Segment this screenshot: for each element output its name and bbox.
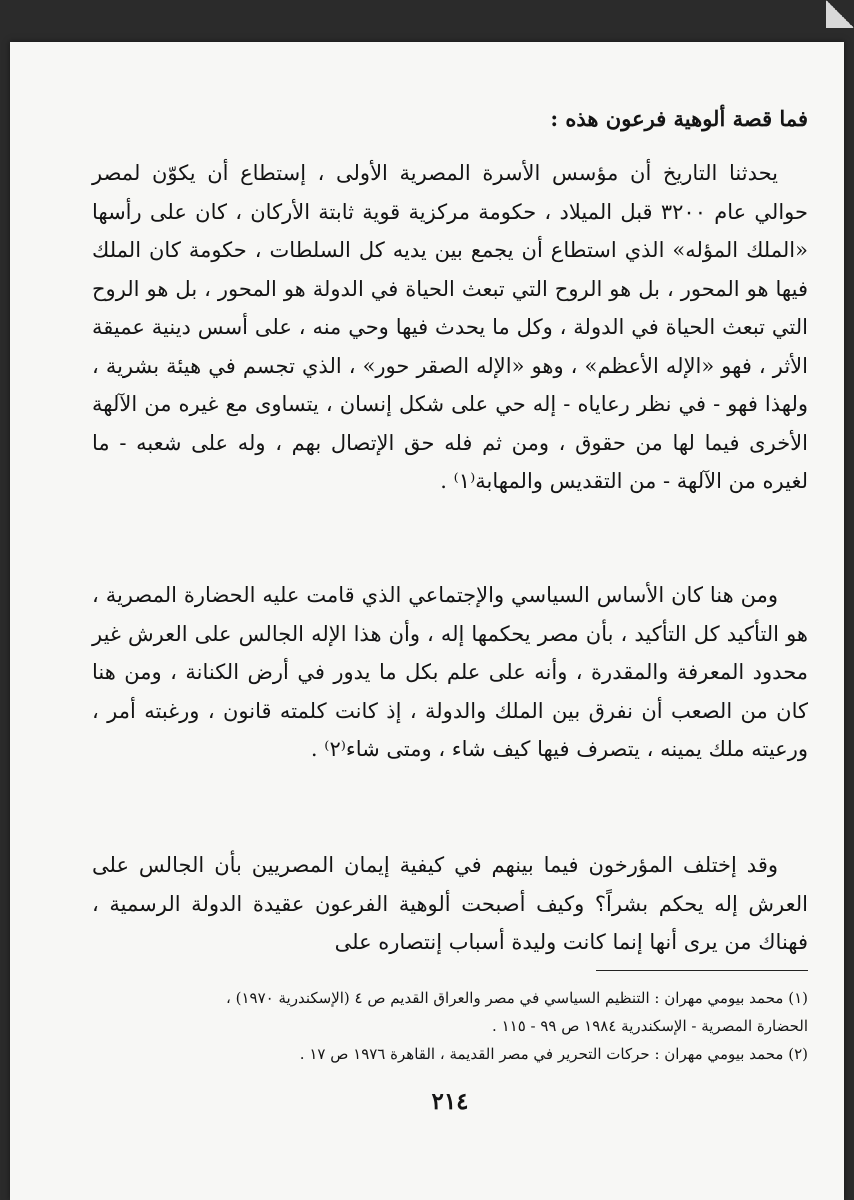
- page-number: ٢١٤: [431, 1088, 469, 1115]
- paragraph-3-text: وقد إختلف المؤرخون فيما بينهم في كيفية إيمان المصريين بأن الجالس على العرش إله يحكم بشراً؟ وكيف أصبحت ألوهية الفرعون عقيدة الدولة الرسمية ، فهناك من يرى أنها إنما كانت وليدة أسباب إنتصاره على: [92, 853, 808, 954]
- paragraph-1: [92, 154, 808, 501]
- document-page: [10, 42, 844, 1200]
- footnotes: [92, 984, 808, 1068]
- footnote-1: (١) محمد بيومي مهران : التنظيم السياسي في مصر والعراق القديم ص ٤ (الإسكندرية ١٩٧٠) ،: [226, 989, 808, 1007]
- section-heading: فما قصة ألوهية فرعون هذه :: [550, 106, 808, 131]
- paragraph-2: [92, 576, 808, 769]
- viewer-top-bar: [0, 0, 854, 44]
- paragraph-2-text: ومن هنا كان الأساس السياسي والإجتماعي الذي قامت عليه الحضارة المصرية ، هو التأكيد كل التأكيد ، بأن مصر يحكمها إله ، وأن هذا الإله الجالس على العرش غير محدود المعرفة والمقدرة ، وأنه على علم بكل ما يدور في أرض الكنانة ، ومن هنا كان من الصعب أن نفرق بين الملك والدولة ، إذ كانت كلمته قانون ، ورغبته أمر ، ورعيته ملك يمينه ، يتصرف فيها كيف شاء ، ومتى شاء⁽٢⁾ .: [92, 583, 808, 761]
- footnote-2: (٢) محمد بيومي مهران : حركات التحرير في مصر القديمة ، القاهرة ١٩٧٦ ص ١٧ .: [299, 1045, 808, 1063]
- footnote-1-continuation: الحضارة المصرية - الإسكندرية ١٩٨٤ ص ٩٩ - ١١٥ .: [492, 1017, 808, 1035]
- footnote-divider: [596, 970, 808, 971]
- page-corner-fold-icon: [826, 0, 854, 28]
- paragraph-1-text: يحدثنا التاريخ أن مؤسس الأسرة المصرية الأولى ، إستطاع أن يكوّن لمصر حوالي عام ٣٢٠٠ قبل الميلاد ، حكومة مركزية قوية ثابتة الأركان ، كان على رأسها «الملك المؤله» الذي استطاع أن يجمع بين يديه كل السلطات ، حكومة كان الملك فيها هو المحور ، بل هو الروح التي تبعث الحياة في الدولة هو المحور ، بل هو الروح التي تبعث الحياة في الدولة ، وكل ما يحدث فيها وحي منه ، على أسس دينية عميقة الأثر ، فهو «الإله الأعظم» ، وهو «الإله الصقر حور» ، الذي تجسم في هيئة بشرية ، ولهذا فهو - في نظر رعاياه - إله حي على شكل إنسان ، يتساوى مع غيره من الآلهة الأخرى فيما لها من حقوق ، ومن ثم فله حق الإتصال بهم ، وله على شعبه - ما لغيره من الآلهة - من التقديس والمهابة⁽١⁾ .: [92, 161, 808, 493]
- paragraph-3: [92, 846, 808, 962]
